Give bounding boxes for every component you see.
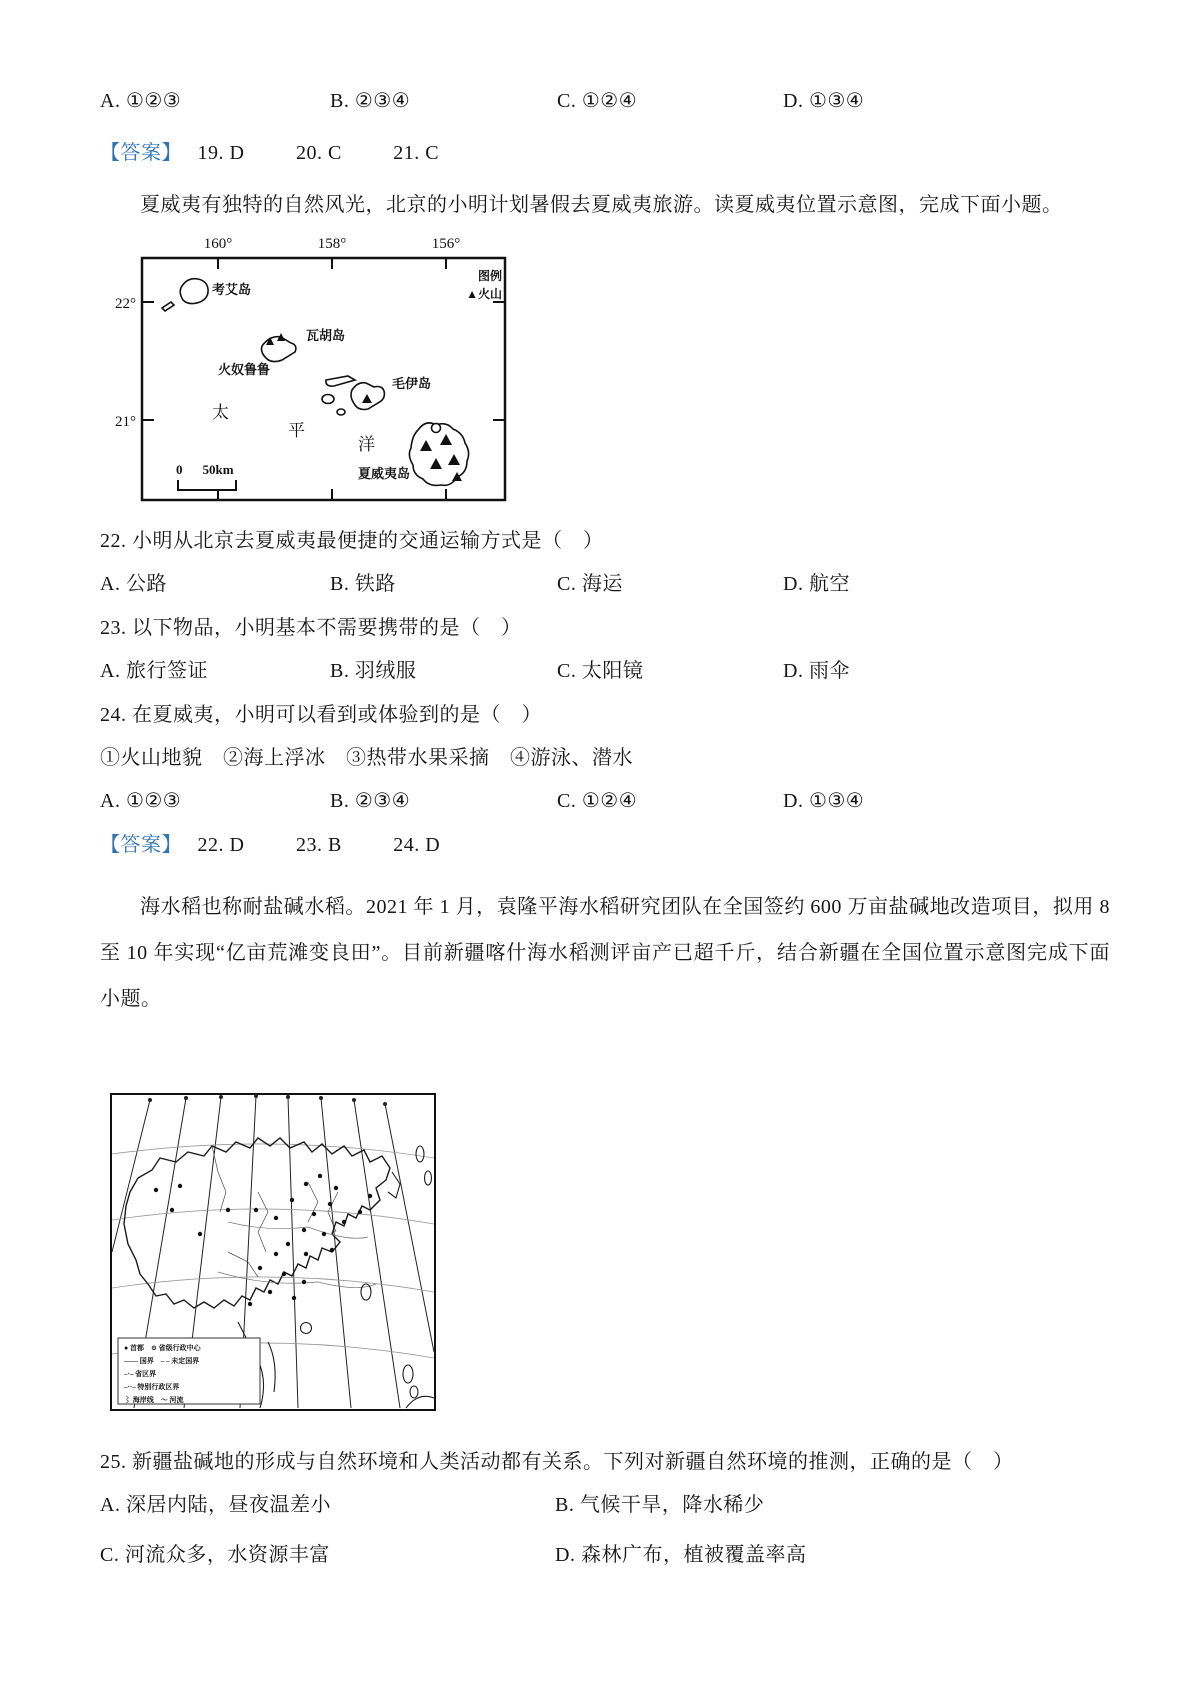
map-legend	[466, 268, 502, 301]
kauai-island	[180, 279, 208, 304]
borneo-coast	[406, 1396, 434, 1408]
q24-options-row	[100, 788, 1110, 814]
q23-option-c: C. 太阳镜	[557, 660, 644, 682]
kauai-label: 考艾岛	[212, 282, 252, 297]
philippines-islands	[410, 1386, 418, 1398]
japan-islands	[416, 1146, 424, 1162]
lon-160: 160°	[203, 236, 233, 252]
q22-option-a: A. 公路	[100, 573, 167, 595]
ocean-char-ping: 平	[288, 421, 305, 440]
ocean-label	[212, 403, 375, 454]
legend-row-sar: –··– 特别行政区界	[124, 1383, 180, 1391]
q21-options-row	[100, 88, 1110, 114]
answer-19: 19. D	[197, 142, 245, 164]
answer-line-22-24	[100, 832, 1110, 858]
q22-option-d: D. 航空	[783, 573, 850, 595]
hawaii-intro-paragraph: 夏威夷有独特的自然风光，北京的小明计划暑假去夏威夷旅游。读夏威夷位置示意图，完成下面小题。	[140, 194, 1063, 216]
kahoolawe-island	[337, 409, 345, 415]
island-labels	[212, 282, 431, 481]
q21-option-a: A. ①②③	[100, 90, 182, 112]
q25-options-row-ab	[100, 1492, 1110, 1518]
scale-bar	[176, 462, 236, 490]
lat-22: 22°	[115, 296, 136, 312]
q23-option-b: B. 羽绒服	[330, 660, 417, 682]
korea-peninsula	[388, 1172, 400, 1198]
crater-icon	[432, 424, 441, 433]
lat-21: 21°	[115, 414, 136, 430]
china-map-legend	[118, 1338, 260, 1404]
hawaii-location-map	[100, 232, 520, 510]
taiwan-island	[361, 1284, 371, 1300]
lon-156: 156°	[431, 236, 461, 252]
scale-bracket	[178, 480, 236, 490]
question-24: 24. 在夏威夷，小明可以看到或体验到的是（ ）	[100, 704, 542, 726]
searice-intro-paragraph: 海水稻也称耐盐碱水稻。2021 年 1 月，袁隆平海水稻研究团队在全国签约 600 万亩盐碱地改造项目，拟用 8 至 10 年实现“亿亩荒滩变良田”。目前新疆喀什海水稻测评亩产已超千斤，结合新疆在全国位置示意图完成下面小题。	[100, 896, 1110, 1010]
q25-option-b: B. 气候干旱，降水稀少	[555, 1494, 765, 1516]
q24-option-c: C. ①②④	[557, 790, 638, 812]
hawaii-island-label: 夏威夷岛	[357, 466, 410, 481]
oahu-label: 瓦胡岛	[306, 328, 346, 343]
q22-options-row	[100, 571, 1110, 597]
q25-options-row-cd	[100, 1542, 1110, 1568]
scale-zero: 0	[176, 462, 183, 477]
lanai-island	[322, 395, 334, 404]
answer-label: 【答案】	[100, 142, 182, 164]
map-graticule-labels	[115, 236, 460, 430]
answer-22: 22. D	[197, 834, 245, 856]
q23-options-row	[100, 658, 1110, 684]
question-22: 22. 小明从北京去夏威夷最便捷的交通运输方式是（ ）	[100, 530, 604, 552]
answer-label: 【答案】	[100, 834, 182, 856]
indochina-coast	[268, 1342, 275, 1392]
china-outline	[124, 1138, 390, 1308]
q22-option-b: B. 铁路	[330, 573, 396, 595]
china-xinjiang-map	[108, 1092, 438, 1412]
hainan-island	[301, 1323, 312, 1334]
q25-option-d: D. 森林广布，植被覆盖率高	[555, 1544, 807, 1566]
scale-50km: 50km	[202, 462, 234, 477]
legend-volcano-entry: ▲火山	[466, 287, 502, 301]
q23-option-d: D. 雨伞	[783, 660, 850, 682]
ocean-char-tai: 太	[212, 403, 229, 422]
q24-numbered-items: ①火山地貌 ②海上浮冰 ③热带水果采摘 ④游泳、潜水	[100, 747, 633, 769]
q24-option-d: D. ①③④	[783, 790, 865, 812]
japan-islands	[425, 1171, 432, 1185]
q25-option-c: C. 河流众多，水资源丰富	[100, 1544, 330, 1566]
answer-21: 21. C	[393, 142, 440, 164]
q21-option-c: C. ①②④	[557, 90, 638, 112]
legend-title: 图例	[477, 269, 502, 283]
q23-option-a: A. 旅行签证	[100, 660, 208, 682]
answer-line-19-21	[100, 140, 1110, 166]
honolulu-label: 火奴鲁鲁	[218, 362, 271, 377]
niihau-island	[162, 302, 174, 311]
exam-page	[100, 0, 1110, 1568]
answer-24: 24. D	[393, 834, 441, 856]
legend-row-coast: ⌇ 海岸线 ～ 河流	[124, 1396, 184, 1404]
legend-row-boundary: —— 国界 – – 未定国界	[124, 1357, 200, 1365]
question-23: 23. 以下物品，小明基本不需要携带的是（ ）	[100, 617, 522, 639]
maui-label: 毛伊岛	[392, 376, 432, 391]
q24-option-a: A. ①②③	[100, 790, 182, 812]
lon-158: 158°	[317, 236, 347, 252]
answer-20: 20. C	[295, 142, 342, 164]
q21-option-b: B. ②③④	[330, 90, 411, 112]
ocean-char-yang: 洋	[358, 435, 375, 454]
q22-option-c: C. 海运	[557, 573, 623, 595]
legend-row-province: –·– 省区界	[124, 1370, 157, 1378]
q24-option-b: B. ②③④	[330, 790, 411, 812]
molokai-island	[326, 376, 355, 386]
question-25: 25. 新疆盐碱地的形成与自然环境和人类活动都有关系。下列对新疆自然环境的推测，正确的是（ ）	[100, 1451, 1014, 1473]
philippines-islands	[403, 1365, 413, 1383]
answer-23: 23. B	[295, 834, 342, 856]
q25-option-a: A. 深居内陆，昼夜温差小	[100, 1494, 331, 1516]
legend-row-capital: ● 首都 ⊙ 省级行政中心	[124, 1344, 201, 1352]
q21-option-d: D. ①③④	[783, 90, 865, 112]
